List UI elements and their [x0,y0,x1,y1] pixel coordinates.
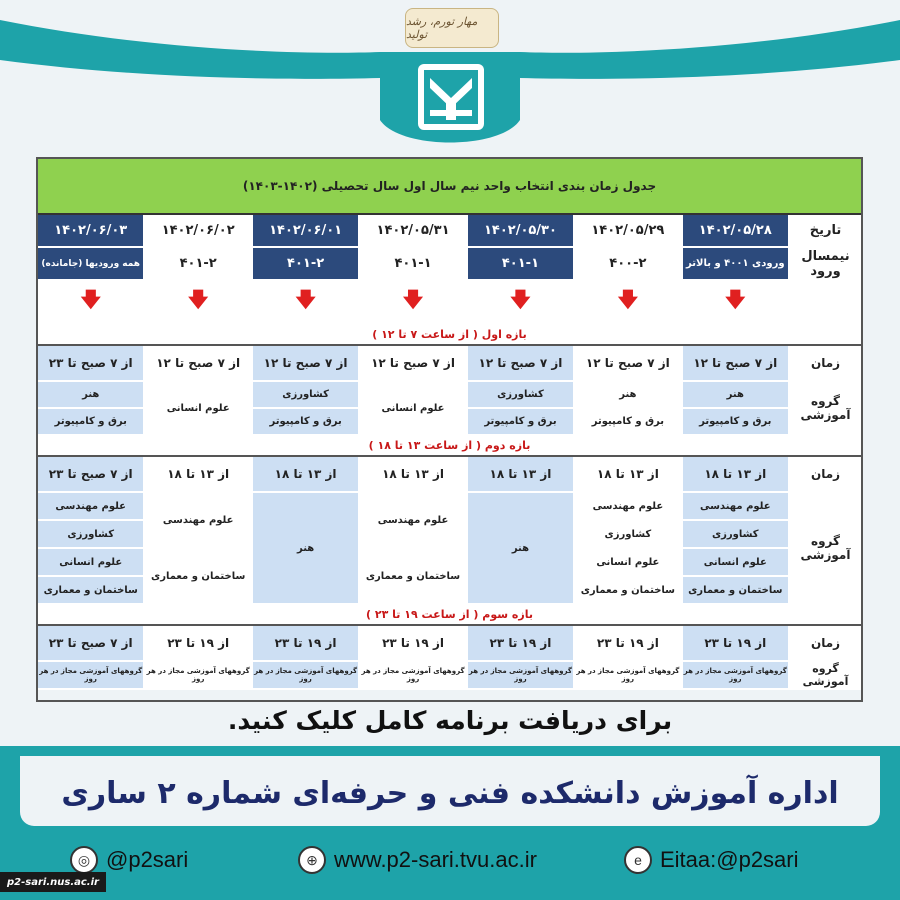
group-cell: کشاورزی [37,520,144,548]
row-label-entry: نیمسال ورود [789,247,862,280]
time-cell: از ۷ صبح تا ۲۳ [37,456,144,492]
instagram-icon: ◎ [70,846,98,874]
time-cell: از ۱۳ تا ۱۸ [144,456,251,492]
website-url: www.p2-sari.tvu.ac.ir [334,847,537,872]
time-cell: از ۱۹ تا ۲۳ [252,625,359,661]
group-cell: هنر [37,381,144,408]
down-arrow-icon: 🡇 [359,280,466,324]
group-cell: گروههای آموزشی مجاز در هر روز [467,661,574,689]
group-cell: گروههای آموزشی مجاز در هر روز [682,661,789,689]
group-cell: علوم مهندسی [574,492,681,520]
row-label-group: گروه آموزشی [789,492,862,604]
arrow-spacer [789,280,862,324]
group-cell: علوم انسانی [144,381,251,435]
group-cell: ساختمان و معماری [359,548,466,604]
footer-title-panel [20,756,880,826]
row-label-time: زمان [789,625,862,661]
time-cell: از ۱۳ تا ۱۸ [682,456,789,492]
group-cell: برق و کامپیوتر [252,408,359,435]
time-cell: از ۷ صبح تا ۱۲ [574,345,681,381]
group-cell: گروههای آموزشی مجاز در هر روز [252,661,359,689]
group-cell: کشاورزی [467,381,574,408]
down-arrow-icon: 🡇 [682,280,789,324]
time-cell: از ۱۳ تا ۱۸ [252,456,359,492]
instagram-contact[interactable] [70,846,188,874]
row-label-group: گروه آموزشی [789,381,862,435]
time-cell: از ۱۳ تا ۱۸ [467,456,574,492]
entry-cell: ۴۰۱-۱ [359,247,466,280]
time-cell: از ۷ صبح تا ۱۲ [682,345,789,381]
time-cell: از ۱۹ تا ۲۳ [359,625,466,661]
slogan-badge: مهار تورم، رشد تولید [405,8,499,48]
row-label-group: گروه آموزشی [789,661,862,689]
group-cell: هنر [252,492,359,604]
group-cell: کشاورزی [682,520,789,548]
site-watermark: p2-sari.nus.ac.ir [0,872,106,892]
website-contact[interactable] [298,846,537,874]
time-cell: از ۷ صبح تا ۲۳ [37,625,144,661]
group-cell: هنر [682,381,789,408]
group-cell: هنر [467,492,574,604]
eitaa-handle: Eitaa:@p2sari [660,847,799,872]
entry-cell: ۴۰۱-۱ [467,247,574,280]
time-cell: از ۷ صبح تا ۲۳ [37,345,144,381]
period-1-heading: بازه اول ( از ساعت ۷ تا ۱۲ ) [37,324,862,345]
down-arrow-icon: 🡇 [37,280,144,324]
group-cell: علوم مهندسی [37,492,144,520]
date-cell: ۱۴۰۲/۰۶/۰۲ [144,214,251,247]
group-cell: ساختمان و معماری [37,576,144,604]
group-cell: علوم مهندسی [144,492,251,548]
group-cell: علوم انسانی [682,548,789,576]
group-cell: گروههای آموزشی مجاز در هر روز [574,661,681,689]
date-cell: ۱۴۰۲/۰۵/۳۰ [467,214,574,247]
group-cell: علوم انسانی [359,381,466,435]
group-cell: گروههای آموزشی مجاز در هر روز [359,661,466,689]
instagram-handle: @p2sari [106,847,189,872]
time-cell: از ۱۹ تا ۲۳ [682,625,789,661]
row-label-date: تاریخ [789,214,862,247]
table-title: جدول زمان بندی انتخاب واحد نیم سال اول سال تحصیلی (۱۴۰۲-۱۴۰۳) [37,158,862,214]
globe-icon: ⊕ [298,846,326,874]
entry-cell: ۴۰۰-۲ [574,247,681,280]
group-cell: گروههای آموزشی مجاز در هر روز [144,661,251,689]
university-logo-icon [412,58,490,136]
footer [0,746,900,900]
office-title: اداره آموزش دانشکده فنی و حرفه‌ای شماره ۲ ساری [61,776,839,811]
date-cell: ۱۴۰۲/۰۵/۲۸ [682,214,789,247]
group-cell: علوم مهندسی [359,492,466,548]
group-cell: علوم مهندسی [682,492,789,520]
row-label-time: زمان [789,345,862,381]
group-cell: علوم انسانی [574,548,681,576]
group-cell: علوم انسانی [37,548,144,576]
row-label-time: زمان [789,456,862,492]
group-cell: ساختمان و معماری [682,576,789,604]
entry-cell: ورودی ۴۰۰۱ و بالاتر [682,247,789,280]
time-cell: از ۱۹ تا ۲۳ [574,625,681,661]
eitaa-icon: e [624,846,652,874]
download-link[interactable]: برای دریافت برنامه کامل کلیک کنید. [227,706,673,735]
time-cell: از ۱۹ تا ۲۳ [144,625,251,661]
group-cell: ساختمان و معماری [574,576,681,604]
group-cell: برق و کامپیوتر [37,408,144,435]
group-cell: برق و کامپیوتر [682,408,789,435]
date-cell: ۱۴۰۲/۰۵/۳۱ [359,214,466,247]
group-cell: برق و کامپیوتر [467,408,574,435]
group-cell: کشاورزی [574,520,681,548]
time-cell: از ۱۳ تا ۱۸ [574,456,681,492]
time-cell: از ۷ صبح تا ۱۲ [144,345,251,381]
down-arrow-icon: 🡇 [252,280,359,324]
down-arrow-icon: 🡇 [467,280,574,324]
group-cell: هنر [574,381,681,408]
group-cell: ساختمان و معماری [144,548,251,604]
down-arrow-icon: 🡇 [574,280,681,324]
down-arrow-icon: 🡇 [144,280,251,324]
time-cell: از ۷ صبح تا ۱۲ [467,345,574,381]
entry-cell: همه ورودیها (جامانده) [37,247,144,280]
eitaa-contact[interactable] [624,846,799,874]
group-cell: کشاورزی [252,381,359,408]
group-cell: برق و کامپیوتر [574,408,681,435]
date-cell: ۱۴۰۲/۰۶/۰۳ [37,214,144,247]
schedule-table [36,157,863,690]
time-cell: از ۱۹ تا ۲۳ [467,625,574,661]
period-3-heading: بازه سوم ( از ساعت ۱۹ تا ۲۳ ) [37,604,862,625]
date-cell: ۱۴۰۲/۰۶/۰۱ [252,214,359,247]
date-cell: ۱۴۰۲/۰۵/۲۹ [574,214,681,247]
time-cell: از ۷ صبح تا ۱۲ [359,345,466,381]
entry-cell: ۴۰۱-۲ [252,247,359,280]
time-cell: از ۷ صبح تا ۱۲ [252,345,359,381]
group-cell: گروههای آموزشی مجاز در هر روز [37,661,144,689]
entry-cell: ۴۰۱-۲ [144,247,251,280]
period-2-heading: بازه دوم ( از ساعت ۱۳ تا ۱۸ ) [37,435,862,456]
time-cell: از ۱۳ تا ۱۸ [359,456,466,492]
